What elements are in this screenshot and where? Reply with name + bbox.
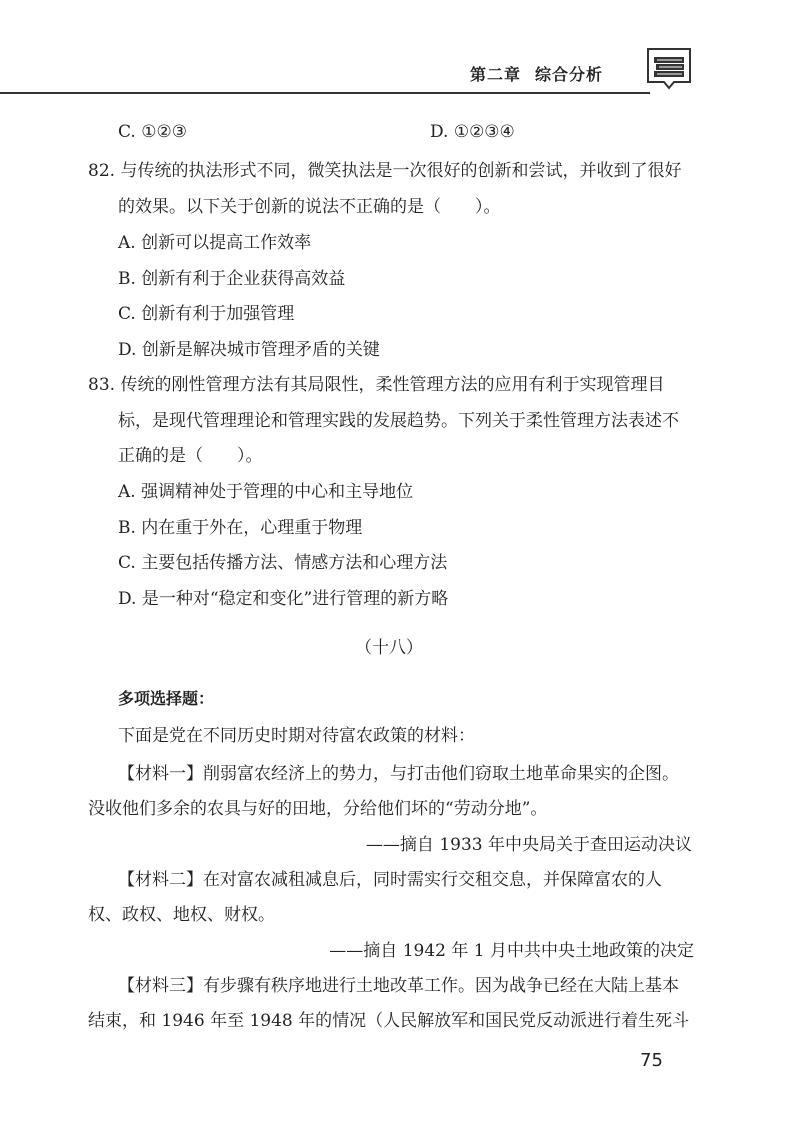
- q83-option-a: A. 强调精神处于管理的中心和主导地位: [118, 482, 414, 502]
- q83-option-c: C. 主要包括传播方法、情感方法和心理方法: [118, 553, 448, 573]
- material2-line1: 【材料二】在对富农减租减息后，同时需实行交租交息，并保障富农的人: [118, 870, 662, 890]
- material1-line2: 没收他们多余的农具与好的田地，分给他们坏的“劳动分地”。: [88, 799, 548, 819]
- material3-line2: 结束，和 1946 年至 1948 年的情况（人民解放军和国民党反动派进行着生死斗: [88, 1011, 690, 1031]
- q82-option-a: A. 创新可以提高工作效率: [118, 233, 312, 253]
- q83-stem-line3: 正确的是（ ）。: [118, 446, 263, 466]
- chapter-label: 第二章: [470, 65, 522, 84]
- header-rule: [0, 92, 650, 94]
- q83-option-b: B. 内在重于外在，心理重于物理: [118, 518, 363, 538]
- material2-line2: 权、政权、地权、财权。: [88, 905, 275, 925]
- q82-stem-line1: 82. 与传统的执法形式不同，微笑执法是一次很好的创新和尝试，并收到了很好: [88, 161, 682, 181]
- running-header: [470, 62, 603, 85]
- q81-option-d: D. ①②③④: [430, 122, 515, 142]
- q83-option-d: D. 是一种对“稳定和变化”进行管理的新方略: [118, 589, 449, 609]
- multi-heading: 多项选择题：: [118, 689, 215, 708]
- material1-line1: 【材料一】削弱富农经济上的势力，与打击他们窃取土地革命果实的企图。: [118, 764, 679, 784]
- multi-intro: 下面是党在不同历史时期对待富农政策的材料：: [118, 726, 475, 746]
- q82-option-d: D. 创新是解决城市管理矛盾的关键: [118, 340, 380, 360]
- q83-stem-line2: 标，是现代管理理论和管理实践的发展趋势。下列关于柔性管理方法表述不: [118, 411, 679, 431]
- material1-source: ——摘自 1933 年中央局关于查田运动决议: [365, 835, 692, 855]
- page-number: 75: [640, 1050, 663, 1071]
- q82-stem-line2: 的效果。以下关于创新的说法不正确的是（ ）。: [118, 197, 501, 217]
- section-label: 综合分析: [535, 65, 604, 84]
- material3-line1: 【材料三】有步骤有秩序地进行土地改革工作。因为战争已经在大陆上基本: [118, 976, 679, 996]
- q83-stem-line1: 83. 传统的刚性管理方法有其局限性，柔性管理方法的应用有利于实现管理目: [88, 375, 665, 395]
- q81-option-c: C. ①②③: [118, 122, 187, 142]
- q82-option-c: C. 创新有利于加强管理: [118, 304, 295, 324]
- section-number: （十八）: [355, 638, 423, 658]
- q82-option-b: B. 创新有利于企业获得高效益: [118, 269, 346, 289]
- material2-source: ——摘自 1942 年 1 月中共中央土地政策的决定: [329, 941, 694, 961]
- books-icon: [644, 46, 694, 90]
